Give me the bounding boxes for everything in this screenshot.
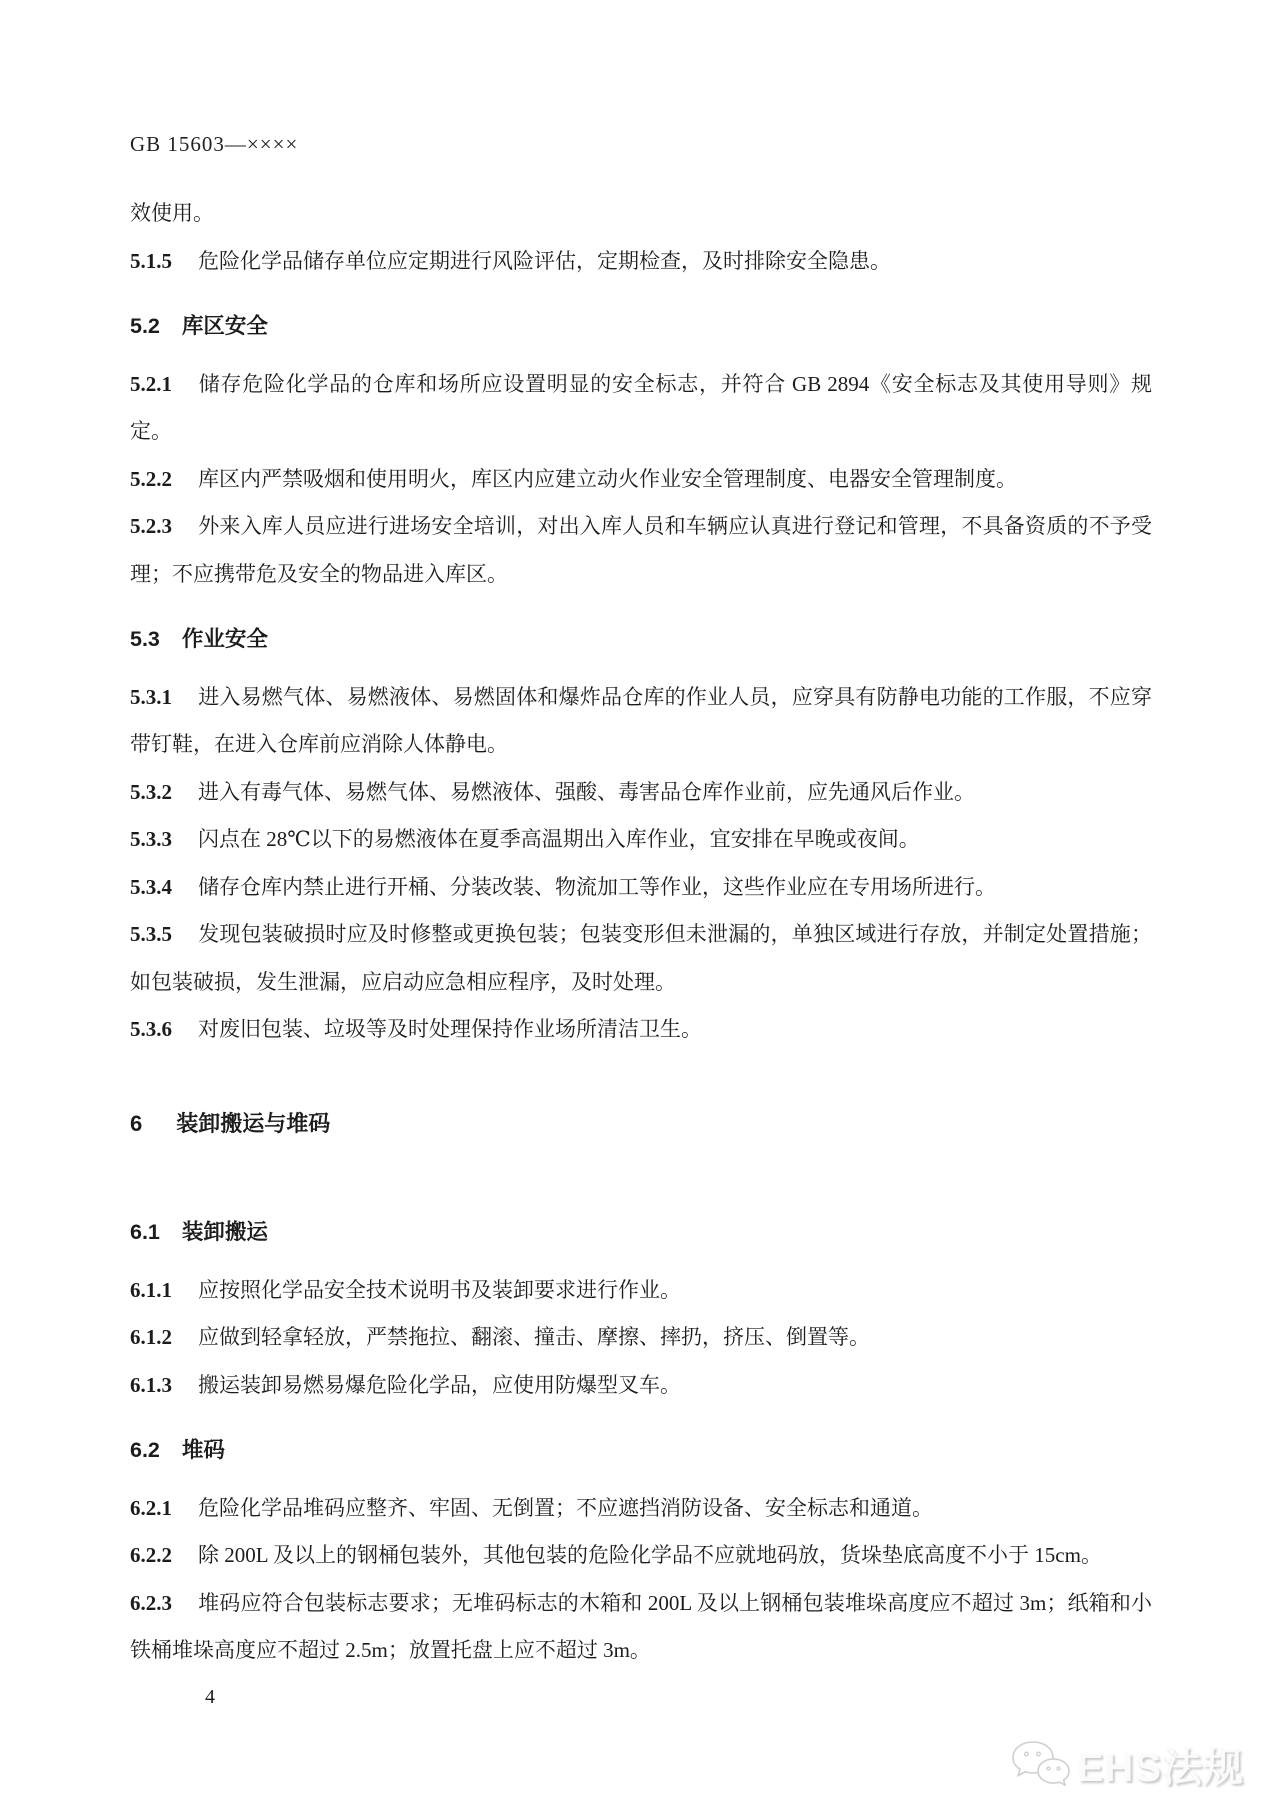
clause-text: 进入易燃气体、易燃液体、易燃固体和爆炸品仓库的作业人员，应穿具有防静电功能的工作服，不应穿带钉鞋，在进入仓库前应消除人体静电。: [130, 684, 1152, 756]
clause-text: 堆码应符合包装标志要求；无堆码标志的木箱和 200L 及以上钢桶包装堆垛高度应不超过 3m；纸箱和小铁桶堆垛高度应不超过 2.5m；放置托盘上应不超过 3m。: [130, 1590, 1152, 1662]
clause-number: 5.3.3: [130, 827, 172, 851]
clause-paragraph: [130, 911, 1152, 1006]
clause-paragraph: [130, 1006, 1152, 1054]
clause-number: 5.2.3: [130, 514, 172, 538]
clause-number: 5.2.2: [130, 466, 172, 491]
clause-number: 6.2.1: [130, 1495, 172, 1520]
clause-paragraph: [130, 816, 1152, 864]
clause-text: 进入有毒气体、易燃气体、易燃液体、强酸、毒害品仓库作业前，应先通风后作业。: [198, 779, 975, 804]
clause-number: 6.1: [130, 1220, 160, 1244]
clause-text: 发现包装破损时应及时修整或更换包装；包装变形但未泄漏的，单独区域进行存放，并制定处置措施；如包装破损，发生泄漏，应启动应急相应程序，及时处理。: [130, 922, 1152, 994]
clause-number: 5.3.1: [130, 684, 172, 709]
clause-number: 6.1.1: [130, 1277, 172, 1302]
clause-text: 作业安全: [181, 627, 268, 651]
clause-number: 6: [130, 1110, 143, 1136]
clause-paragraph: [130, 361, 1152, 456]
clause-paragraph: [130, 1267, 1152, 1315]
clause-number: 5.3.6: [130, 1017, 172, 1041]
clause-number: 5.3.4: [130, 874, 172, 899]
clause-paragraph: [130, 456, 1152, 504]
clause-paragraph: [130, 1314, 1152, 1362]
clause-number: 6.1.2: [130, 1325, 172, 1349]
section-heading: [130, 303, 1152, 351]
clause-text: 效使用。: [130, 201, 214, 225]
clause-paragraph: [130, 1485, 1152, 1533]
watermark: [1009, 1736, 1244, 1793]
section-heading: [130, 616, 1152, 664]
clause-paragraph: [130, 864, 1152, 912]
section-heading: [130, 1427, 1152, 1475]
section-heading: [130, 1209, 1152, 1257]
clause-number: 5.3.5: [130, 922, 172, 946]
clause-number: 6.2: [130, 1438, 160, 1462]
clause-paragraph: [130, 1580, 1152, 1675]
watermark-text: EHS法规: [1076, 1746, 1244, 1790]
clause-text: 对废旧包装、垃圾等及时处理保持作业场所清洁卫生。: [198, 1017, 702, 1041]
chapter-heading: [130, 1100, 1152, 1148]
clause-number: 6.2.2: [130, 1543, 172, 1567]
clause-number: 5.2.1: [130, 371, 172, 396]
clause-paragraph: [130, 1532, 1152, 1580]
clause-text: 闪点在 28℃以下的易燃液体在夏季高温期出入库作业，宜安排在早晚或夜间。: [198, 827, 920, 851]
clause-text: 搬运装卸易燃易爆危险化学品，应使用防爆型叉车。: [198, 1372, 681, 1397]
clause-text: 库区安全: [181, 314, 268, 338]
wechat-icon: [1009, 1739, 1071, 1791]
clause-text: 储存仓库内禁止进行开桶、分装改装、物流加工等作业，这些作业应在专用场所进行。: [198, 874, 996, 899]
clause-paragraph: [130, 1362, 1152, 1410]
standard-code-header: GB 15603—××××: [130, 132, 299, 156]
document-body: [130, 190, 1152, 1675]
page-number: 4: [205, 1686, 215, 1708]
clause-text: 装卸搬运与堆码: [176, 1110, 331, 1136]
clause-number: 5.2: [130, 314, 160, 338]
clause-paragraph: [130, 503, 1152, 598]
clause-text: 危险化学品储存单位应定期进行风险评估，定期检查，及时排除安全隐患。: [198, 248, 891, 273]
clause-text: 危险化学品堆码应整齐、牢固、无倒置；不应遮挡消防设备、安全标志和通道。: [198, 1495, 933, 1520]
clause-number: 6.1.3: [130, 1372, 172, 1397]
clause-text: 除 200L 及以上的钢桶包装外，其他包装的危险化学品不应就地码放，货垛垫底高度不小于 15cm。: [198, 1543, 1102, 1567]
clause-text: 外来入库人员应进行进场安全培训，对出入库人员和车辆应认真进行登记和管理，不具备资质的不予受理；不应携带危及安全的物品进入库区。: [130, 514, 1152, 586]
clause-number: 5.3: [130, 627, 160, 651]
clause-text: 装卸搬运: [181, 1220, 268, 1244]
clause-text: 储存危险化学品的仓库和场所应设置明显的安全标志，并符合 GB 2894《安全标志及其使用导则》规定。: [130, 371, 1152, 443]
clause-number: 6.2.3: [130, 1590, 172, 1615]
clause-paragraph: [130, 674, 1152, 769]
clause-paragraph: [130, 769, 1152, 817]
clause-text: 堆码: [181, 1438, 225, 1462]
clause-text: 应做到轻拿轻放，严禁拖拉、翻滚、撞击、摩擦、摔扔，挤压、倒置等。: [198, 1325, 870, 1349]
clause-paragraph: [130, 238, 1152, 286]
clause-text: 应按照化学品安全技术说明书及装卸要求进行作业。: [198, 1277, 681, 1302]
clause-text: 库区内严禁吸烟和使用明火，库区内应建立动火作业安全管理制度、电器安全管理制度。: [198, 466, 1017, 491]
body-paragraph: [130, 190, 1152, 238]
clause-number: 5.3.2: [130, 779, 172, 804]
clause-number: 5.1.5: [130, 248, 172, 273]
